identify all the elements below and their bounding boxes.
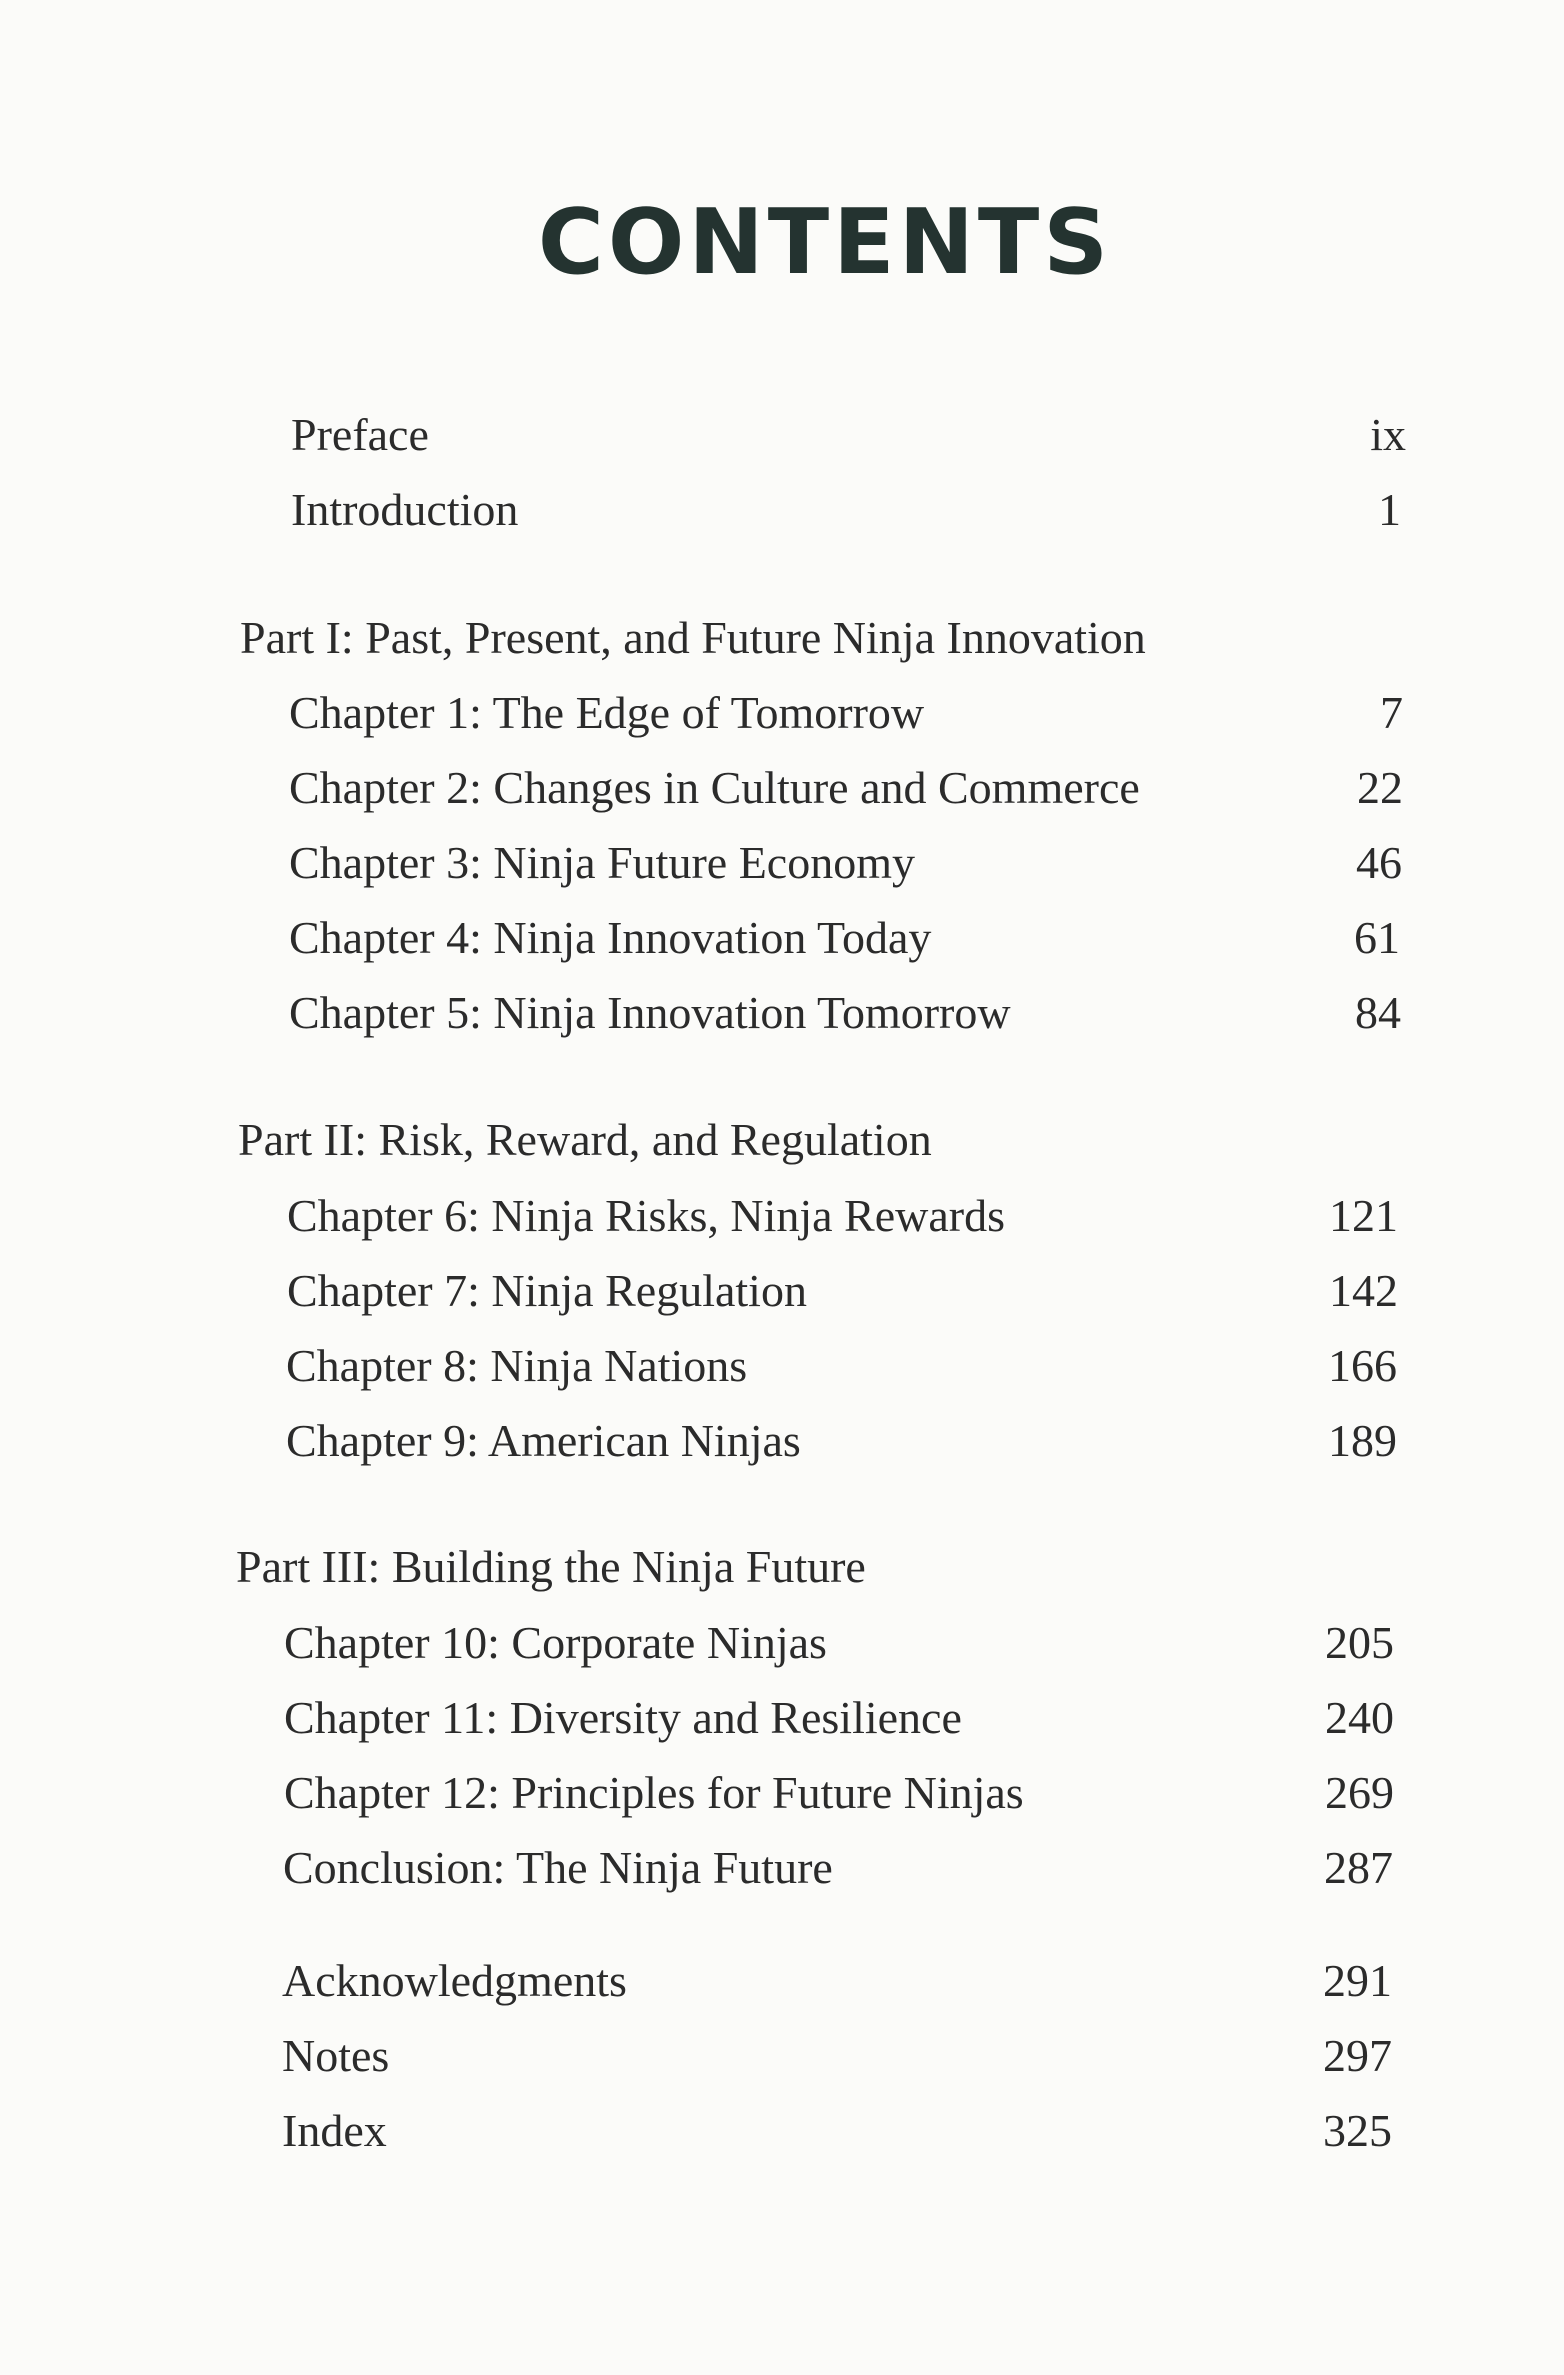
toc-entry-chapter-1[interactable] — [289, 683, 1403, 743]
toc-entry-label: Chapter 6: Ninja Risks, Ninja Rewards — [287, 1190, 1006, 1241]
page-title: CONTENTS — [537, 190, 1113, 295]
toc-entry-page: 205 — [1325, 1617, 1394, 1668]
toc-entry-conclusion[interactable] — [283, 1838, 1393, 1898]
toc-entry-introduction[interactable] — [291, 480, 1401, 540]
part-heading-2[interactable]: Part II: Risk, Reward, and Regulation — [238, 1114, 932, 1165]
toc-entry-page: 240 — [1325, 1692, 1394, 1743]
toc-entry-label: Chapter 3: Ninja Future Economy — [289, 837, 915, 888]
toc-entry-label: Chapter 11: Diversity and Resilience — [284, 1692, 962, 1743]
toc-entry-label: Chapter 5: Ninja Innovation Tomorrow — [289, 987, 1011, 1038]
part-heading-3[interactable]: Part III: Building the Ninja Future — [236, 1541, 866, 1592]
toc-entry-chapter-6[interactable] — [287, 1186, 1398, 1246]
toc-entry-label: Chapter 2: Changes in Culture and Commerce — [289, 762, 1140, 813]
toc-entry-chapter-3[interactable] — [289, 833, 1402, 893]
toc-entry-page: 297 — [1323, 2030, 1392, 2081]
toc-entry-label: Chapter 7: Ninja Regulation — [287, 1265, 807, 1316]
toc-entry-chapter-4[interactable] — [289, 908, 1400, 968]
toc-entry-page: 269 — [1325, 1767, 1394, 1818]
toc-entry-chapter-11[interactable] — [284, 1688, 1394, 1748]
toc-entry-label: Introduction — [291, 484, 519, 535]
toc-entry-page: 291 — [1323, 1955, 1392, 2006]
toc-entry-page: ix — [1370, 409, 1406, 460]
toc-entry-chapter-2[interactable] — [289, 758, 1403, 818]
toc-entry-label: Conclusion: The Ninja Future — [283, 1842, 833, 1893]
toc-entry-index[interactable] — [282, 2101, 1392, 2161]
toc-entry-page: 287 — [1324, 1842, 1393, 1893]
toc-entry-page: 22 — [1357, 762, 1403, 813]
toc-entry-label: Index — [282, 2105, 387, 2156]
part-heading-1[interactable]: Part I: Past, Present, and Future Ninja Innovation — [240, 612, 1146, 663]
toc-entry-page: 84 — [1355, 987, 1401, 1038]
toc-entry-notes[interactable] — [282, 2026, 1392, 2086]
toc-entry-label: Preface — [291, 409, 429, 460]
toc-entry-page: 121 — [1329, 1190, 1398, 1241]
toc-entry-acknowledgments[interactable] — [282, 1951, 1392, 2011]
toc-entry-chapter-5[interactable] — [289, 983, 1401, 1043]
toc-entry-page: 46 — [1356, 837, 1402, 888]
toc-entry-label: Chapter 8: Ninja Nations — [286, 1340, 748, 1391]
toc-entry-page: 7 — [1380, 687, 1403, 738]
toc-entry-page: 325 — [1323, 2105, 1392, 2156]
toc-entry-chapter-10[interactable] — [284, 1613, 1394, 1673]
toc-entry-page: 1 — [1378, 484, 1401, 535]
toc-entry-preface[interactable] — [291, 405, 1406, 465]
toc-entry-label: Chapter 12: Principles for Future Ninjas — [284, 1767, 1024, 1818]
toc-entry-label: Notes — [282, 2030, 390, 2081]
toc-entry-label: Chapter 4: Ninja Innovation Today — [289, 912, 932, 963]
toc-entry-chapter-7[interactable] — [287, 1261, 1398, 1321]
toc-entry-page: 61 — [1354, 912, 1400, 963]
toc-entry-label: Chapter 1: The Edge of Tomorrow — [289, 687, 925, 738]
toc-entry-chapter-12[interactable] — [284, 1763, 1394, 1823]
toc-entry-label: Chapter 10: Corporate Ninjas — [284, 1617, 827, 1668]
toc-entry-page: 166 — [1328, 1340, 1397, 1391]
toc-entry-page: 189 — [1328, 1415, 1397, 1466]
toc-entry-label: Chapter 9: American Ninjas — [286, 1415, 801, 1466]
toc-entry-chapter-8[interactable] — [286, 1336, 1397, 1396]
toc-entry-label: Acknowledgments — [282, 1955, 627, 2006]
toc-entry-chapter-9[interactable] — [286, 1411, 1397, 1471]
toc-entry-page: 142 — [1329, 1265, 1398, 1316]
